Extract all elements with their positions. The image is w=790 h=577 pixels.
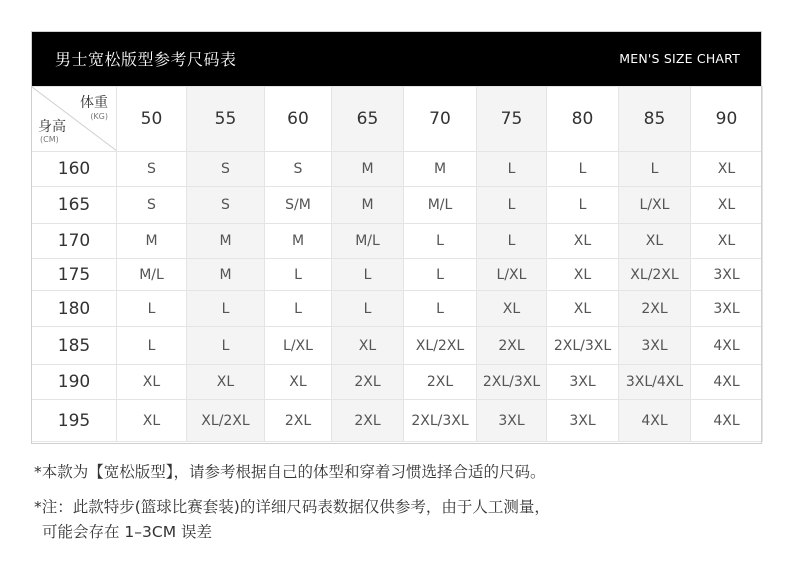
- height-cell: 180: [32, 291, 117, 327]
- size-cell: XL: [691, 187, 763, 224]
- size-cell: XL: [477, 291, 547, 327]
- size-cell: 2XL/3XL: [547, 327, 619, 365]
- height-cell: 185: [32, 327, 117, 365]
- size-cell: XL/2XL: [619, 259, 691, 291]
- size-cell: 2XL: [619, 291, 691, 327]
- size-cell: 3XL: [477, 400, 547, 442]
- size-cell: S: [187, 152, 265, 187]
- note-fit: *本款为【宽松版型】，请参考根据自己的体型和穿着习惯选择合适的尺码。: [34, 463, 546, 481]
- weight-header-cell: 65: [332, 87, 404, 152]
- size-cell: 3XL: [619, 327, 691, 365]
- size-cell: XL: [691, 152, 763, 187]
- size-cell: S: [117, 152, 187, 187]
- size-cell: L: [332, 259, 404, 291]
- size-cell: XL: [265, 365, 332, 400]
- weight-axis-unit: (KG): [90, 112, 108, 121]
- height-cell: 190: [32, 365, 117, 400]
- size-cell: 2XL: [332, 365, 404, 400]
- note-disclaimer: [34, 495, 764, 545]
- size-cell: 2XL/3XL: [477, 365, 547, 400]
- chart-header: [31, 31, 762, 86]
- size-cell: 3XL: [547, 365, 619, 400]
- size-cell: 3XL: [547, 400, 619, 442]
- size-cell: 2XL: [265, 400, 332, 442]
- size-cell: 4XL: [691, 365, 763, 400]
- size-cell: M: [404, 152, 477, 187]
- size-cell: M: [187, 224, 265, 259]
- weight-header-cell: 60: [265, 87, 332, 152]
- height-cell: 160: [32, 152, 117, 187]
- size-cell: 4XL: [691, 400, 763, 442]
- weight-header-row: [32, 87, 763, 152]
- size-cell: XL: [691, 224, 763, 259]
- size-cell: M: [187, 259, 265, 291]
- size-cell: XL: [547, 259, 619, 291]
- size-cell: L: [265, 291, 332, 327]
- size-cell: S: [187, 187, 265, 224]
- size-cell: M/L: [117, 259, 187, 291]
- size-row: [32, 365, 763, 400]
- size-cell: 2XL: [477, 327, 547, 365]
- height-axis-label: 身高: [38, 119, 66, 135]
- size-cell: L: [547, 152, 619, 187]
- size-cell: XL: [117, 400, 187, 442]
- size-cell: XL: [547, 224, 619, 259]
- size-cell: L: [547, 187, 619, 224]
- size-row: [32, 327, 763, 365]
- size-cell: 3XL/4XL: [619, 365, 691, 400]
- size-cell: L: [265, 259, 332, 291]
- size-cell: M: [332, 187, 404, 224]
- height-cell: 175: [32, 259, 117, 291]
- weight-header-cell: 90: [691, 87, 763, 152]
- height-cell: 195: [32, 400, 117, 442]
- size-cell: XL: [332, 327, 404, 365]
- size-cell: L: [404, 224, 477, 259]
- weight-header-cell: 70: [404, 87, 477, 152]
- size-cell: XL/2XL: [404, 327, 477, 365]
- size-cell: L: [477, 152, 547, 187]
- size-cell: M/L: [332, 224, 404, 259]
- size-cell: M/L: [404, 187, 477, 224]
- size-cell: XL: [547, 291, 619, 327]
- size-cell: XL: [619, 224, 691, 259]
- size-row: [32, 259, 763, 291]
- height-axis-unit: (CM): [40, 135, 59, 144]
- size-cell: L/XL: [477, 259, 547, 291]
- weight-axis-label: 体重: [80, 95, 108, 111]
- chart-title: 男士宽松版型参考尺码表: [55, 50, 237, 69]
- size-cell: L: [477, 224, 547, 259]
- size-cell: S: [117, 187, 187, 224]
- size-cell: L: [404, 259, 477, 291]
- corner-cell: [32, 87, 117, 152]
- weight-header-cell: 50: [117, 87, 187, 152]
- size-cell: M: [117, 224, 187, 259]
- height-cell: 165: [32, 187, 117, 224]
- size-table: [31, 86, 763, 442]
- size-cell: L: [477, 187, 547, 224]
- note-disclaimer-line1: *注：此款特步(篮球比赛套装)的详细尺码表数据仅供参考，由于人工测量，: [34, 498, 550, 516]
- size-cell: S/M: [265, 187, 332, 224]
- size-row: [32, 291, 763, 327]
- size-row: [32, 152, 763, 187]
- weight-header-cell: 75: [477, 87, 547, 152]
- size-cell: L: [332, 291, 404, 327]
- size-cell: L: [117, 291, 187, 327]
- size-cell: L: [404, 291, 477, 327]
- notes: [34, 460, 764, 545]
- size-cell: 2XL: [404, 365, 477, 400]
- size-cell: 3XL: [691, 291, 763, 327]
- size-cell: L: [187, 327, 265, 365]
- size-cell: M: [332, 152, 404, 187]
- weight-header-cell: 85: [619, 87, 691, 152]
- size-cell: 4XL: [691, 327, 763, 365]
- height-cell: 170: [32, 224, 117, 259]
- size-row: [32, 187, 763, 224]
- size-cell: 2XL/3XL: [404, 400, 477, 442]
- size-cell: 4XL: [619, 400, 691, 442]
- size-cell: L: [117, 327, 187, 365]
- note-disclaimer-line2: 可能会存在 1–3CM 误差: [42, 523, 213, 541]
- size-row: [32, 224, 763, 259]
- size-row: [32, 400, 763, 442]
- size-cell: 3XL: [691, 259, 763, 291]
- chart-subtitle: MEN'S SIZE CHART: [619, 51, 740, 66]
- size-cell: M: [265, 224, 332, 259]
- size-cell: L: [619, 152, 691, 187]
- size-cell: XL: [117, 365, 187, 400]
- size-cell: XL: [187, 365, 265, 400]
- size-cell: L: [187, 291, 265, 327]
- size-cell: 2XL: [332, 400, 404, 442]
- size-cell: L/XL: [619, 187, 691, 224]
- size-cell: XL/2XL: [187, 400, 265, 442]
- weight-header-cell: 55: [187, 87, 265, 152]
- weight-header-cell: 80: [547, 87, 619, 152]
- size-cell: L/XL: [265, 327, 332, 365]
- size-cell: S: [265, 152, 332, 187]
